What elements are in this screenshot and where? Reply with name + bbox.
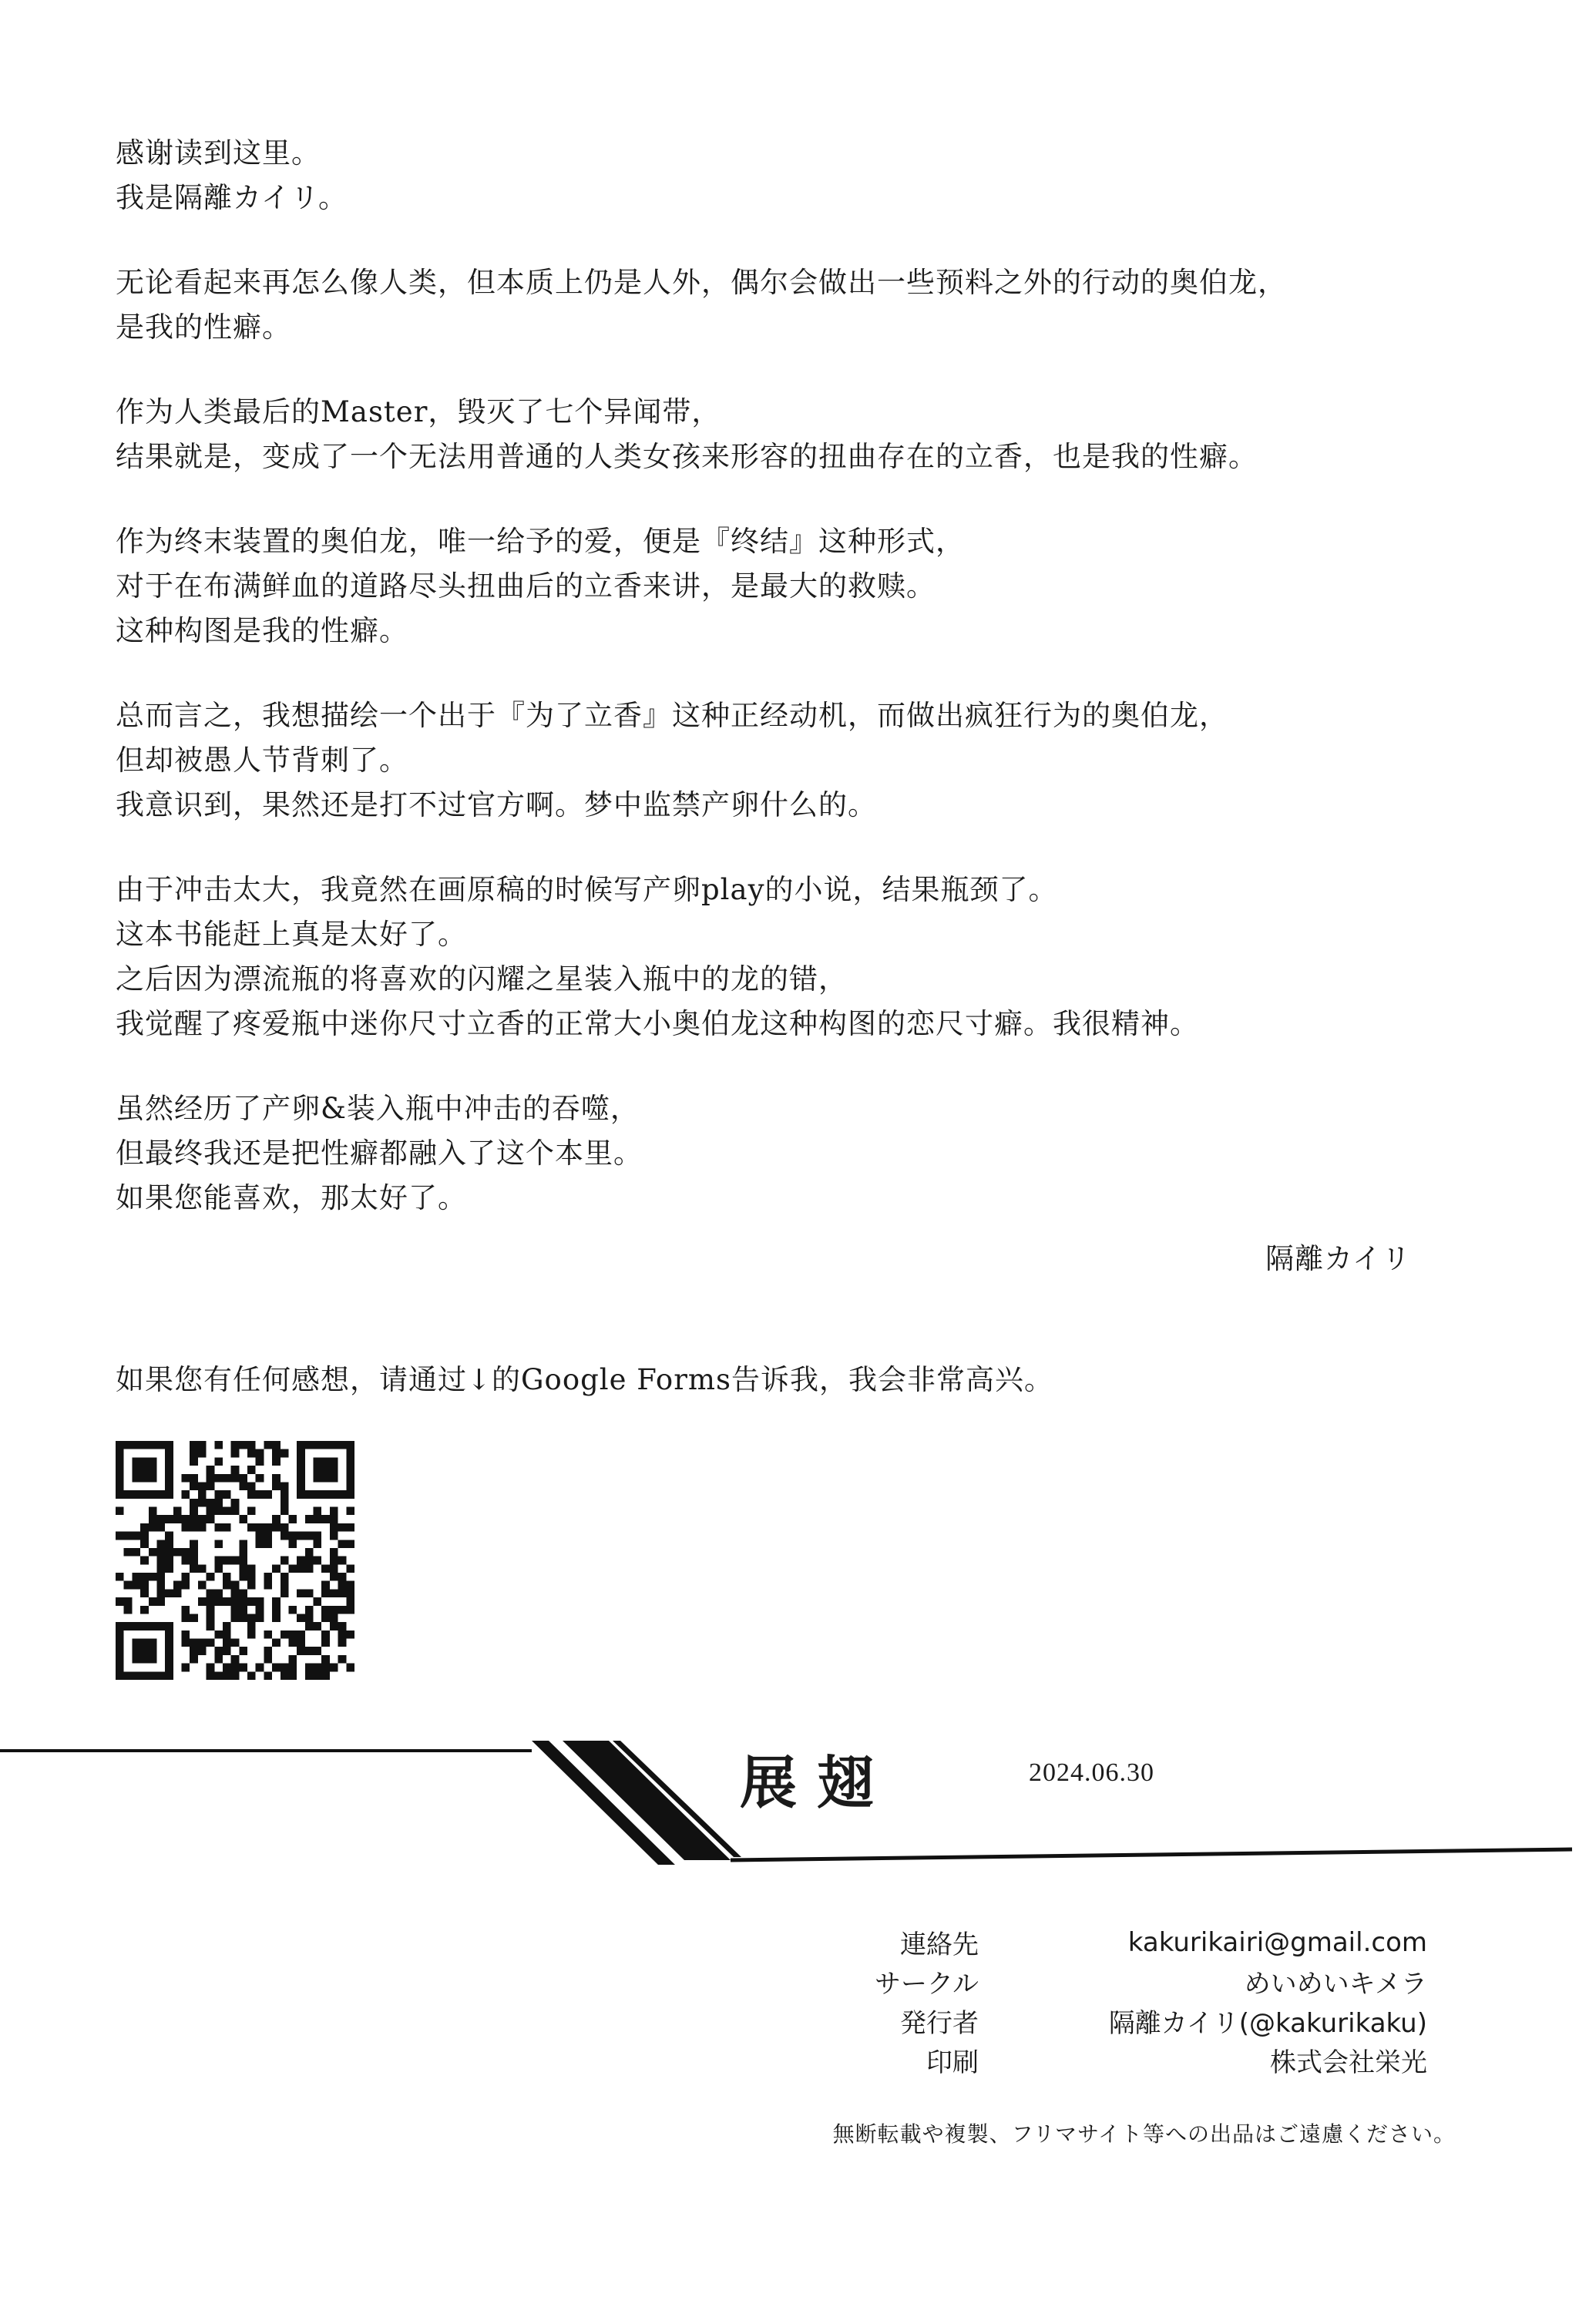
text-line: 是我的性癖。 (116, 311, 291, 344)
colophon-key: 連絡先 (900, 1929, 979, 1960)
text-line: 我觉醒了疼爱瓶中迷你尺寸立香的正常大小奥伯龙这种构图的恋尺寸癖。我很精神。 (116, 1007, 1199, 1040)
paragraph (116, 131, 1487, 220)
text-line: 由于冲击太大，我竟然在画原稿的时候写产卵play的小说，结果瓶颈了。 (116, 873, 1058, 906)
printer-name: 株式会社栄光 (1270, 2047, 1427, 2078)
paragraph (116, 390, 1487, 479)
colophon-key: 発行者 (900, 2008, 979, 2039)
colophon-key: 印刷 (926, 2047, 979, 2078)
colophon-row (832, 2001, 1427, 2040)
publish-date: 2024.06.30 (1029, 1758, 1154, 1787)
paragraph (116, 1086, 1487, 1221)
text-line: 但却被愚人节背刺了。 (116, 744, 408, 777)
afterword (116, 131, 1487, 1261)
text-line: 我意识到，果然还是打不过官方啊。梦中监禁产卵什么的。 (116, 788, 877, 821)
paragraph (116, 868, 1487, 1046)
text-line: 感谢读到这里。 (116, 136, 321, 170)
text-line: 之后因为漂流瓶的将喜欢的闪耀之星装入瓶中的龙的错， (116, 962, 848, 996)
colophon-key: サークル (875, 1969, 979, 2000)
text-line: 对于在布满鲜血的道路尽头扭曲后的立香来讲，是最大的救赎。 (116, 569, 936, 603)
text-line: 作为人类最后的Master，毁灭了七个异闻带， (116, 395, 721, 428)
text-line: 虽然经历了产卵&装入瓶中冲击的吞噬， (116, 1092, 640, 1125)
colophon-row (832, 1923, 1427, 1962)
text-line: 如果您能喜欢，那太好了。 (116, 1181, 467, 1214)
book-title: 展翅 (740, 1750, 894, 1816)
paragraph (116, 694, 1487, 828)
qr-code[interactable] (116, 1441, 354, 1680)
text-line: 但最终我还是把性癖都融入了这个本里。 (116, 1137, 643, 1170)
text-line: 我是隔離カイリ。 (116, 181, 348, 214)
text-line: 无论看起来再怎么像人类，但本质上仍是人外，偶尔会做出一些预料之外的行动的奥伯龙， (116, 266, 1287, 299)
text-line: 这本书能赶上真是太好了。 (116, 918, 467, 951)
circle-name: めいめいキメラ (1244, 1969, 1427, 2000)
contact-email[interactable]: kakurikairi@gmail.com (1127, 1926, 1427, 1958)
paragraph (116, 260, 1487, 350)
author-signature: 隔離カイリ (1265, 1242, 1411, 1275)
text-line: 总而言之，我想描绘一个出于『为了立香』这种正经动机，而做出疯狂行为的奥伯龙， (116, 699, 1228, 732)
colophon-row (832, 1962, 1427, 2001)
qr-code-icon (116, 1441, 354, 1680)
paragraph (116, 519, 1487, 653)
colophon (832, 1923, 1427, 2080)
colophon-row (832, 2040, 1427, 2080)
text-line: 结果就是，变成了一个无法用普通的人类女孩来形容的扭曲存在的立香，也是我的性癖。 (116, 440, 1258, 473)
copyright-notice: 無断転載や複製、フリマサイト等への出品はご遠慮ください。 (832, 2121, 1456, 2147)
feedback-request: 如果您有任何感想，请通过↓的Google Forms告诉我，我会非常高兴。 (116, 1363, 1053, 1396)
text-line: 作为终末装置的奥伯龙，唯一给予的爱，便是『终结』这种形式， (116, 525, 965, 558)
publisher-name: 隔離カイリ(@kakurikaku) (1108, 2008, 1427, 2039)
text-line: 这种构图是我的性癖。 (116, 614, 408, 647)
